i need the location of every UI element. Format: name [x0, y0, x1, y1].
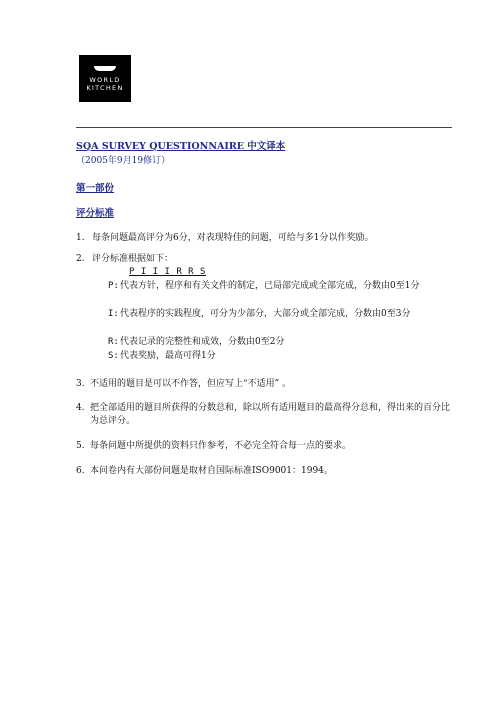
list-item-5 [76, 440, 456, 453]
definition-key: I: [108, 309, 119, 319]
list-item-3 [76, 378, 456, 391]
list-text: 每条问题中所提供的资料只作参考，不必完全符合每一点的要求。 [90, 441, 352, 451]
revision-date: （2005年9月19修订） [76, 156, 171, 166]
header-divider [76, 127, 452, 128]
list-text: 不适用的题目是可以不作答，但应写上“不适用” 。 [90, 379, 292, 389]
definition-s [108, 350, 453, 363]
definition-p [108, 280, 453, 293]
definition-i [108, 308, 453, 321]
definition-key: S: [108, 351, 119, 361]
list-text: 每条问题最高评分为6分，对表现特佳的问题，可给与多1分以作奖励。 [92, 233, 374, 243]
list-text: 把全部适用的题目所获得的分数总和，除以所有适用题目的最高得分总和，得出来的百分比为总评分。 [90, 403, 451, 426]
definition-text: 代表程序的实践程度，可分为少部分，大部分或全部完成，分数由0至3分 [120, 309, 411, 319]
definition-text: 代表记录的完整性和成效，分数由0至2分 [120, 337, 285, 347]
logo-line-2: KITCHEN [86, 84, 124, 92]
definition-key: R: [108, 337, 119, 347]
list-text: 评分标准根据如下： [92, 254, 174, 264]
document-title: SQA SURVEY QUESTIONNAIRE 中文译本 [76, 141, 286, 152]
world-kitchen-logo [79, 55, 131, 102]
list-item-4 [76, 402, 456, 428]
list-item-6 [76, 465, 456, 478]
definition-text: 代表奖励，最高可得1分 [120, 351, 216, 361]
list-text: 本问卷内有大部份问题是取材自国际标准ISO9001：1994。 [90, 466, 333, 476]
list-number: 2. [76, 254, 85, 264]
list-item-1 [76, 232, 456, 245]
subsection-heading: 评分标准 [76, 208, 115, 219]
logo-line-1: WORLD [89, 76, 121, 84]
bowl-icon [94, 66, 116, 71]
definition-text: 代表方针，程序和有关文件的制定，已局部完成或全部完成，分数由0至1分 [120, 281, 420, 291]
list-number: 6. [76, 466, 85, 476]
definition-key: P: [108, 281, 119, 291]
list-number: 4. [76, 403, 85, 413]
list-item-2 [76, 253, 456, 266]
list-number: 5. [76, 441, 85, 451]
list-number: 1. [76, 233, 85, 243]
scoring-scale: P I I I R R S [129, 267, 206, 277]
section-heading: 第一部份 [76, 183, 115, 194]
definition-r [108, 336, 453, 349]
list-number: 3. [76, 379, 85, 389]
